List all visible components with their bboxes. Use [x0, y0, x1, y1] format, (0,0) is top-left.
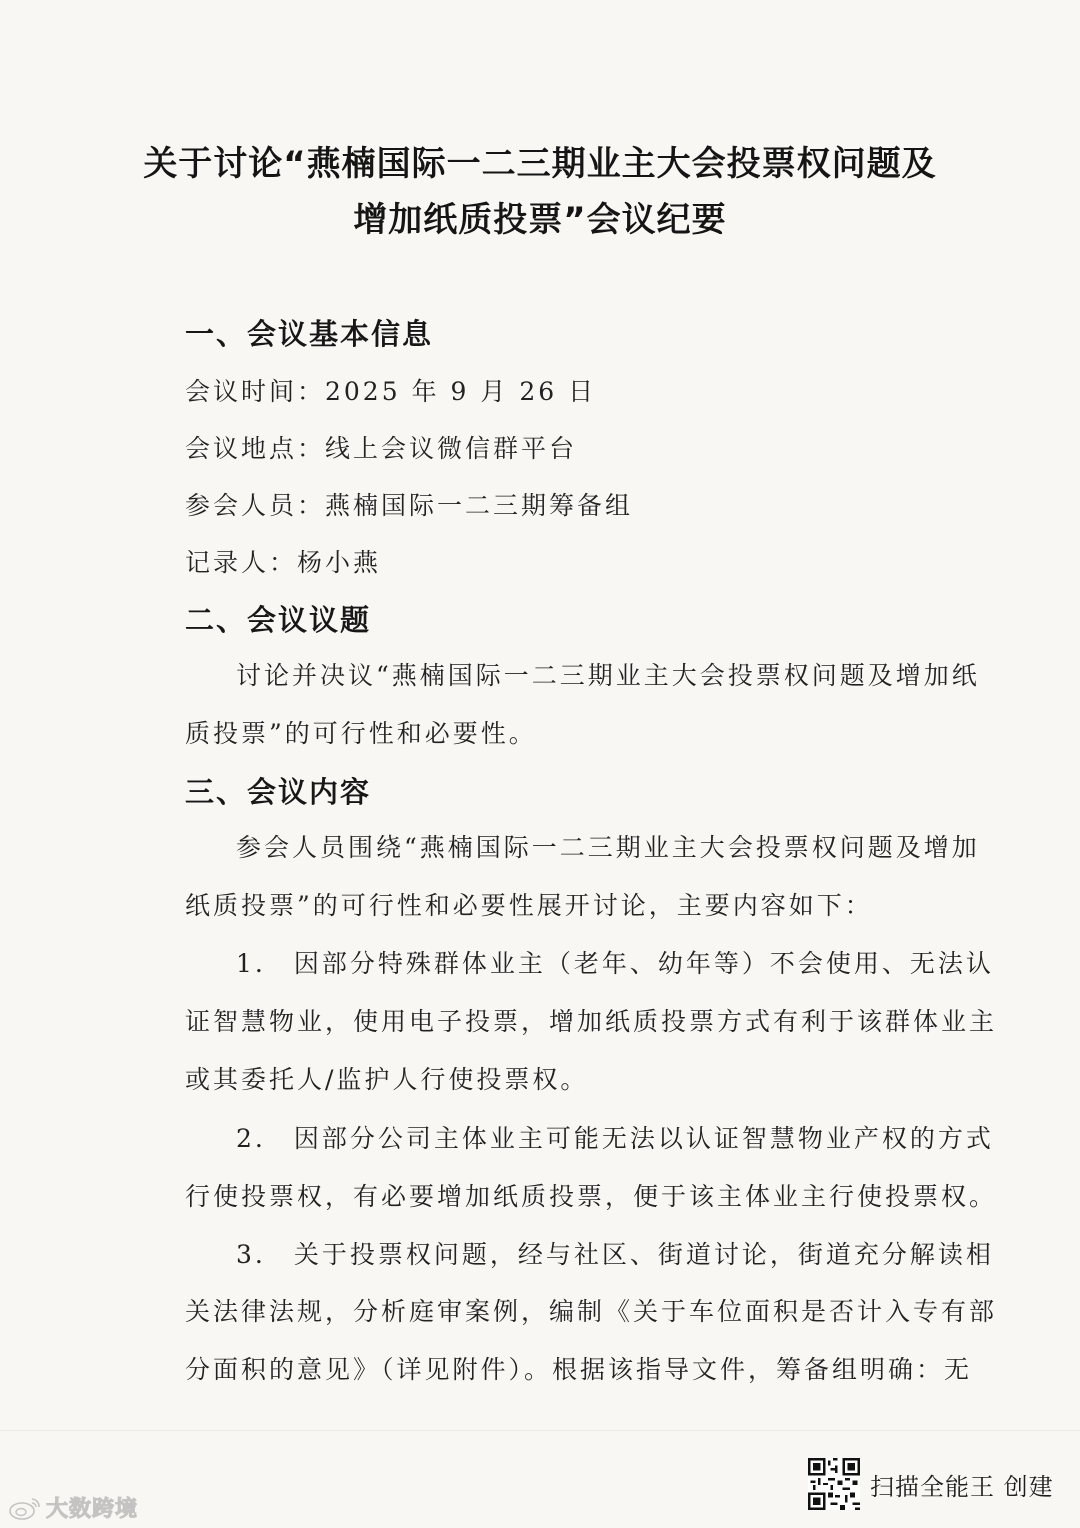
section-1-heading: 一、会议基本信息	[185, 317, 434, 351]
item-2-line-2: 行使投票权，有必要增加纸质投票，便于该主体业主行使投票权。	[185, 1182, 998, 1211]
scan-artifact-line	[0, 1430, 1080, 1431]
meeting-time: 会议时间：2025 年 9 月 26 日	[185, 377, 597, 406]
item-3-line-3: 分面积的意见》（详见附件）。根据该指导文件，筹备组明确：无	[185, 1355, 973, 1384]
item-2-line-1: 2. 因部分公司主体业主可能无法以认证智慧物业产权的方式	[236, 1124, 994, 1153]
content-intro-line-2: 纸质投票”的可行性和必要性展开讨论，主要内容如下：	[185, 891, 873, 920]
scanner-footer	[808, 1458, 1054, 1510]
watermark	[8, 1492, 138, 1523]
section-2-heading: 二、会议议题	[185, 603, 372, 637]
topic-line-1: 讨论并决议“燕楠国际一二三期业主大会投票权问题及增加纸	[236, 661, 980, 690]
document-title-line-2: 增加纸质投票”会议纪要	[353, 200, 727, 240]
content-intro-line-1: 参会人员围绕“燕楠国际一二三期业主大会投票权问题及增加	[236, 833, 980, 862]
item-1-line-1: 1. 因部分特殊群体业主（老年、幼年等）不会使用、无法认	[236, 949, 994, 978]
qr-code-icon	[808, 1458, 860, 1510]
meeting-recorder: 记录人：杨小燕	[185, 548, 382, 577]
watermark-text: 大数跨境	[46, 1497, 139, 1522]
document-title-line-1: 关于讨论“燕楠国际一二三期业主大会投票权问题及	[143, 144, 937, 184]
topic-line-2: 质投票”的可行性和必要性。	[185, 719, 537, 748]
weibo-logo-icon	[8, 1495, 42, 1521]
meeting-attendees: 参会人员：燕楠国际一二三期筹备组	[185, 491, 634, 520]
scanner-brand-text: 扫描全能王 创建	[870, 1472, 1054, 1501]
item-3-line-1: 3. 关于投票权问题，经与社区、街道讨论，街道充分解读相	[236, 1240, 994, 1269]
item-1-line-3: 或其委托人/监护人行使投票权。	[185, 1065, 589, 1094]
item-3-line-2: 关法律法规，分析庭审案例，编制《关于车位面积是否计入专有部	[185, 1297, 998, 1326]
section-3-heading: 三、会议内容	[185, 775, 372, 809]
item-1-line-2: 证智慧物业，使用电子投票，增加纸质投票方式有利于该群体业主	[185, 1007, 998, 1036]
meeting-place: 会议地点：线上会议微信群平台	[185, 434, 578, 463]
